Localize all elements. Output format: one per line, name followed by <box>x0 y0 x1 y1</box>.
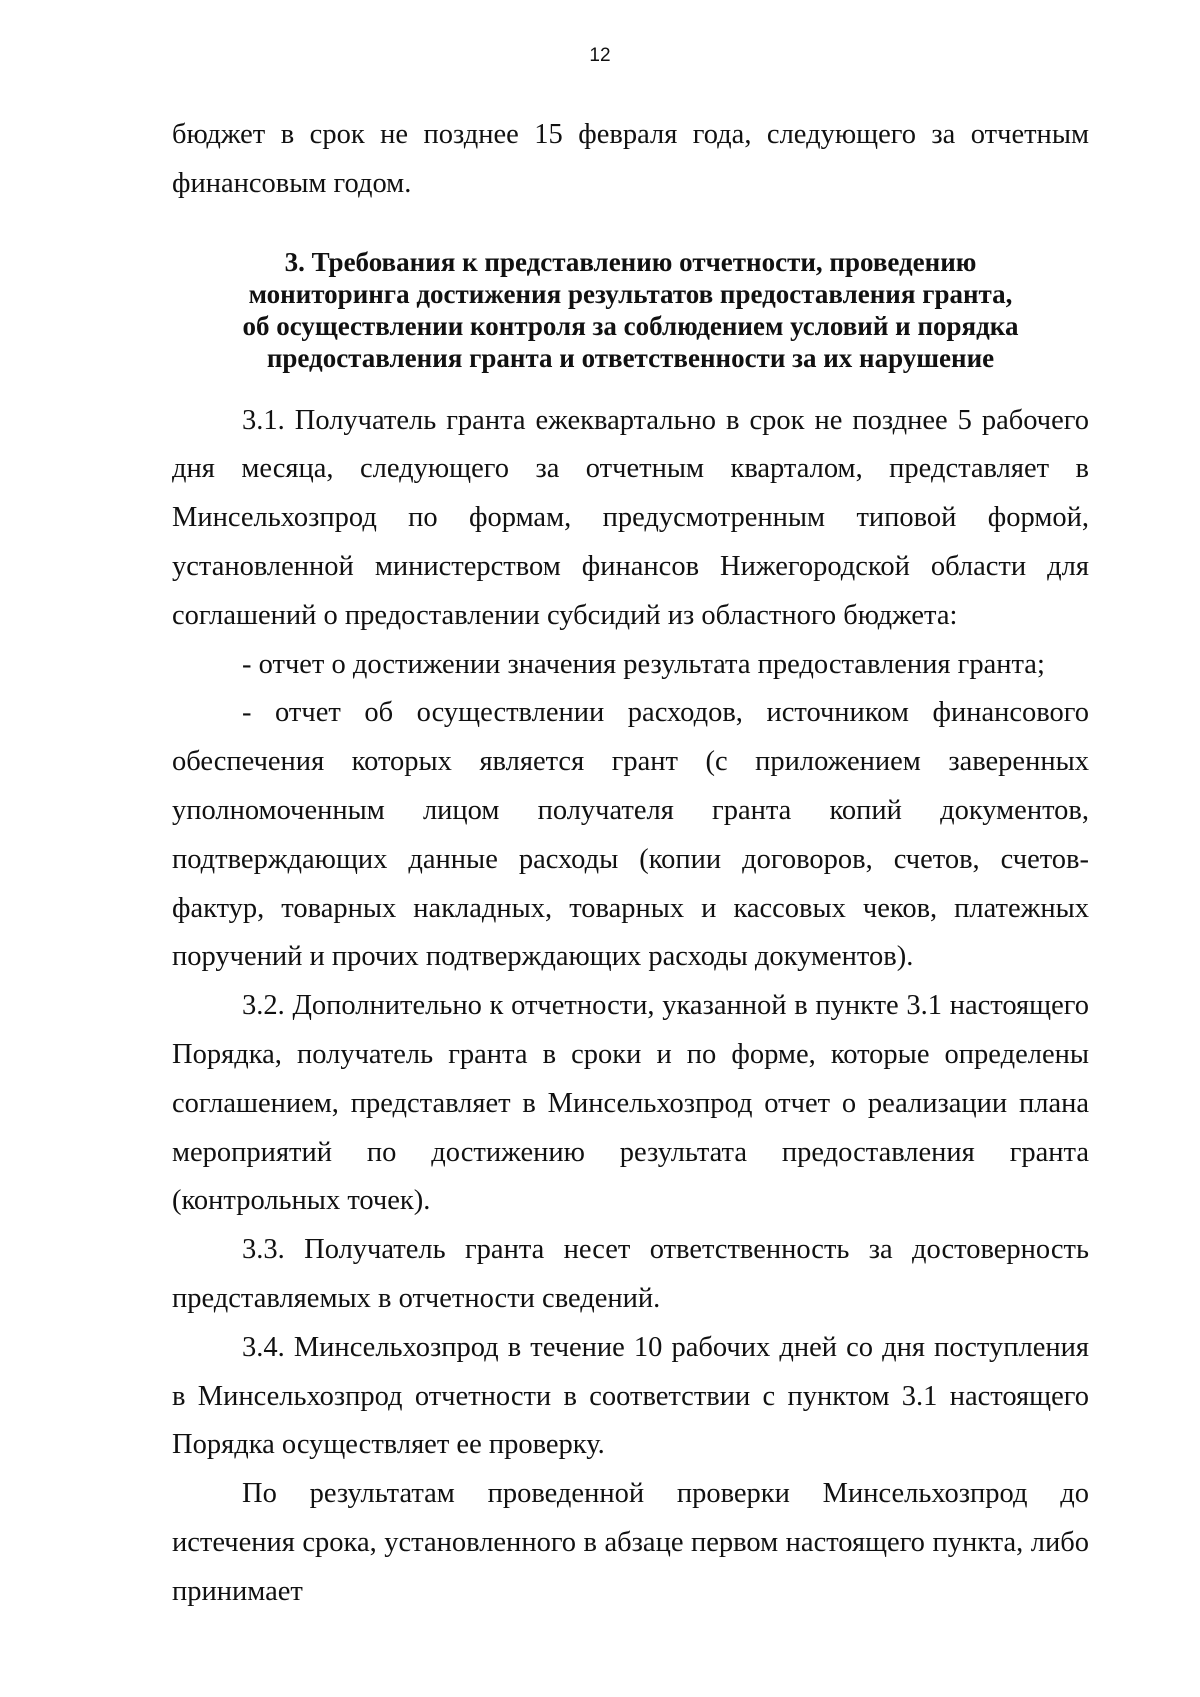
page-number: 12 <box>589 45 611 66</box>
document-body <box>172 111 1089 1617</box>
section-heading-line-3: об осуществлении контроля за соблюдением условий и порядка <box>242 310 1019 341</box>
paragraph-3-3: 3.3. Получатель гранта несет ответственность за достоверность представляемых в отчетности сведений. <box>172 1234 1089 1314</box>
paragraph-3-1: 3.1. Получатель гранта ежеквартально в срок не позднее 5 рабочего дня месяца, следующего за отчетным кварталом, представляет в Минсельхозпрод по формам, предусмотренным типовой формой, установленной министерством финансов Нижегородской области для соглашений о предоставлении субсидий из областного бюджета: <box>172 404 1089 631</box>
section-heading-line-1: 3. Требования к представлению отчетности, проведению <box>284 246 977 277</box>
section-heading-line-2: мониторинга достижения результатов предоставления гранта, <box>248 278 1013 309</box>
paragraph-3-2: 3.2. Дополнительно к отчетности, указанной в пункте 3.1 настоящего Порядка, получатель гранта в сроки и по форме, которые определены соглашением, представляет в Минсельхозпрод отчет о реализации плана мероприятий по достижению результата предоставления гранта (контрольных точек). <box>172 990 1089 1217</box>
list-item-report-expenses: - отчет об осуществлении расходов, источником финансового обеспечения которых является грант (с приложением заверенных уполномоченным лицом получателя гранта копий документов, подтверждающих данные расходы (копии договоров, счетов, счетов-фактур, товарных накладных, товарных и кассовых чеков, платежных поручений и прочих подтверждающих расходы документов). <box>172 697 1089 973</box>
paragraph-check-results: По результатам проведенной проверки Минсельхозпрод до истечения срока, установленного в абзаце первом настоящего пункта, либо принимает <box>172 1478 1089 1607</box>
section-heading-line-4: предоставления гранта и ответственности за их нарушение <box>266 342 995 373</box>
intro-paragraph: бюджет в срок не позднее 15 февраля года, следующего за отчетным финансовым годом. <box>172 119 1089 199</box>
list-item-report-result: - отчет о достижении значения результата предоставления гранта; <box>242 648 1045 680</box>
paragraph-3-4: 3.4. Минсельхозпрод в течение 10 рабочих дней со дня поступления в Минсельхозпрод отчетности в соответствии с пунктом 3.1 настоящего Порядка осуществляет ее проверку. <box>172 1331 1089 1461</box>
section-heading <box>172 246 1089 374</box>
